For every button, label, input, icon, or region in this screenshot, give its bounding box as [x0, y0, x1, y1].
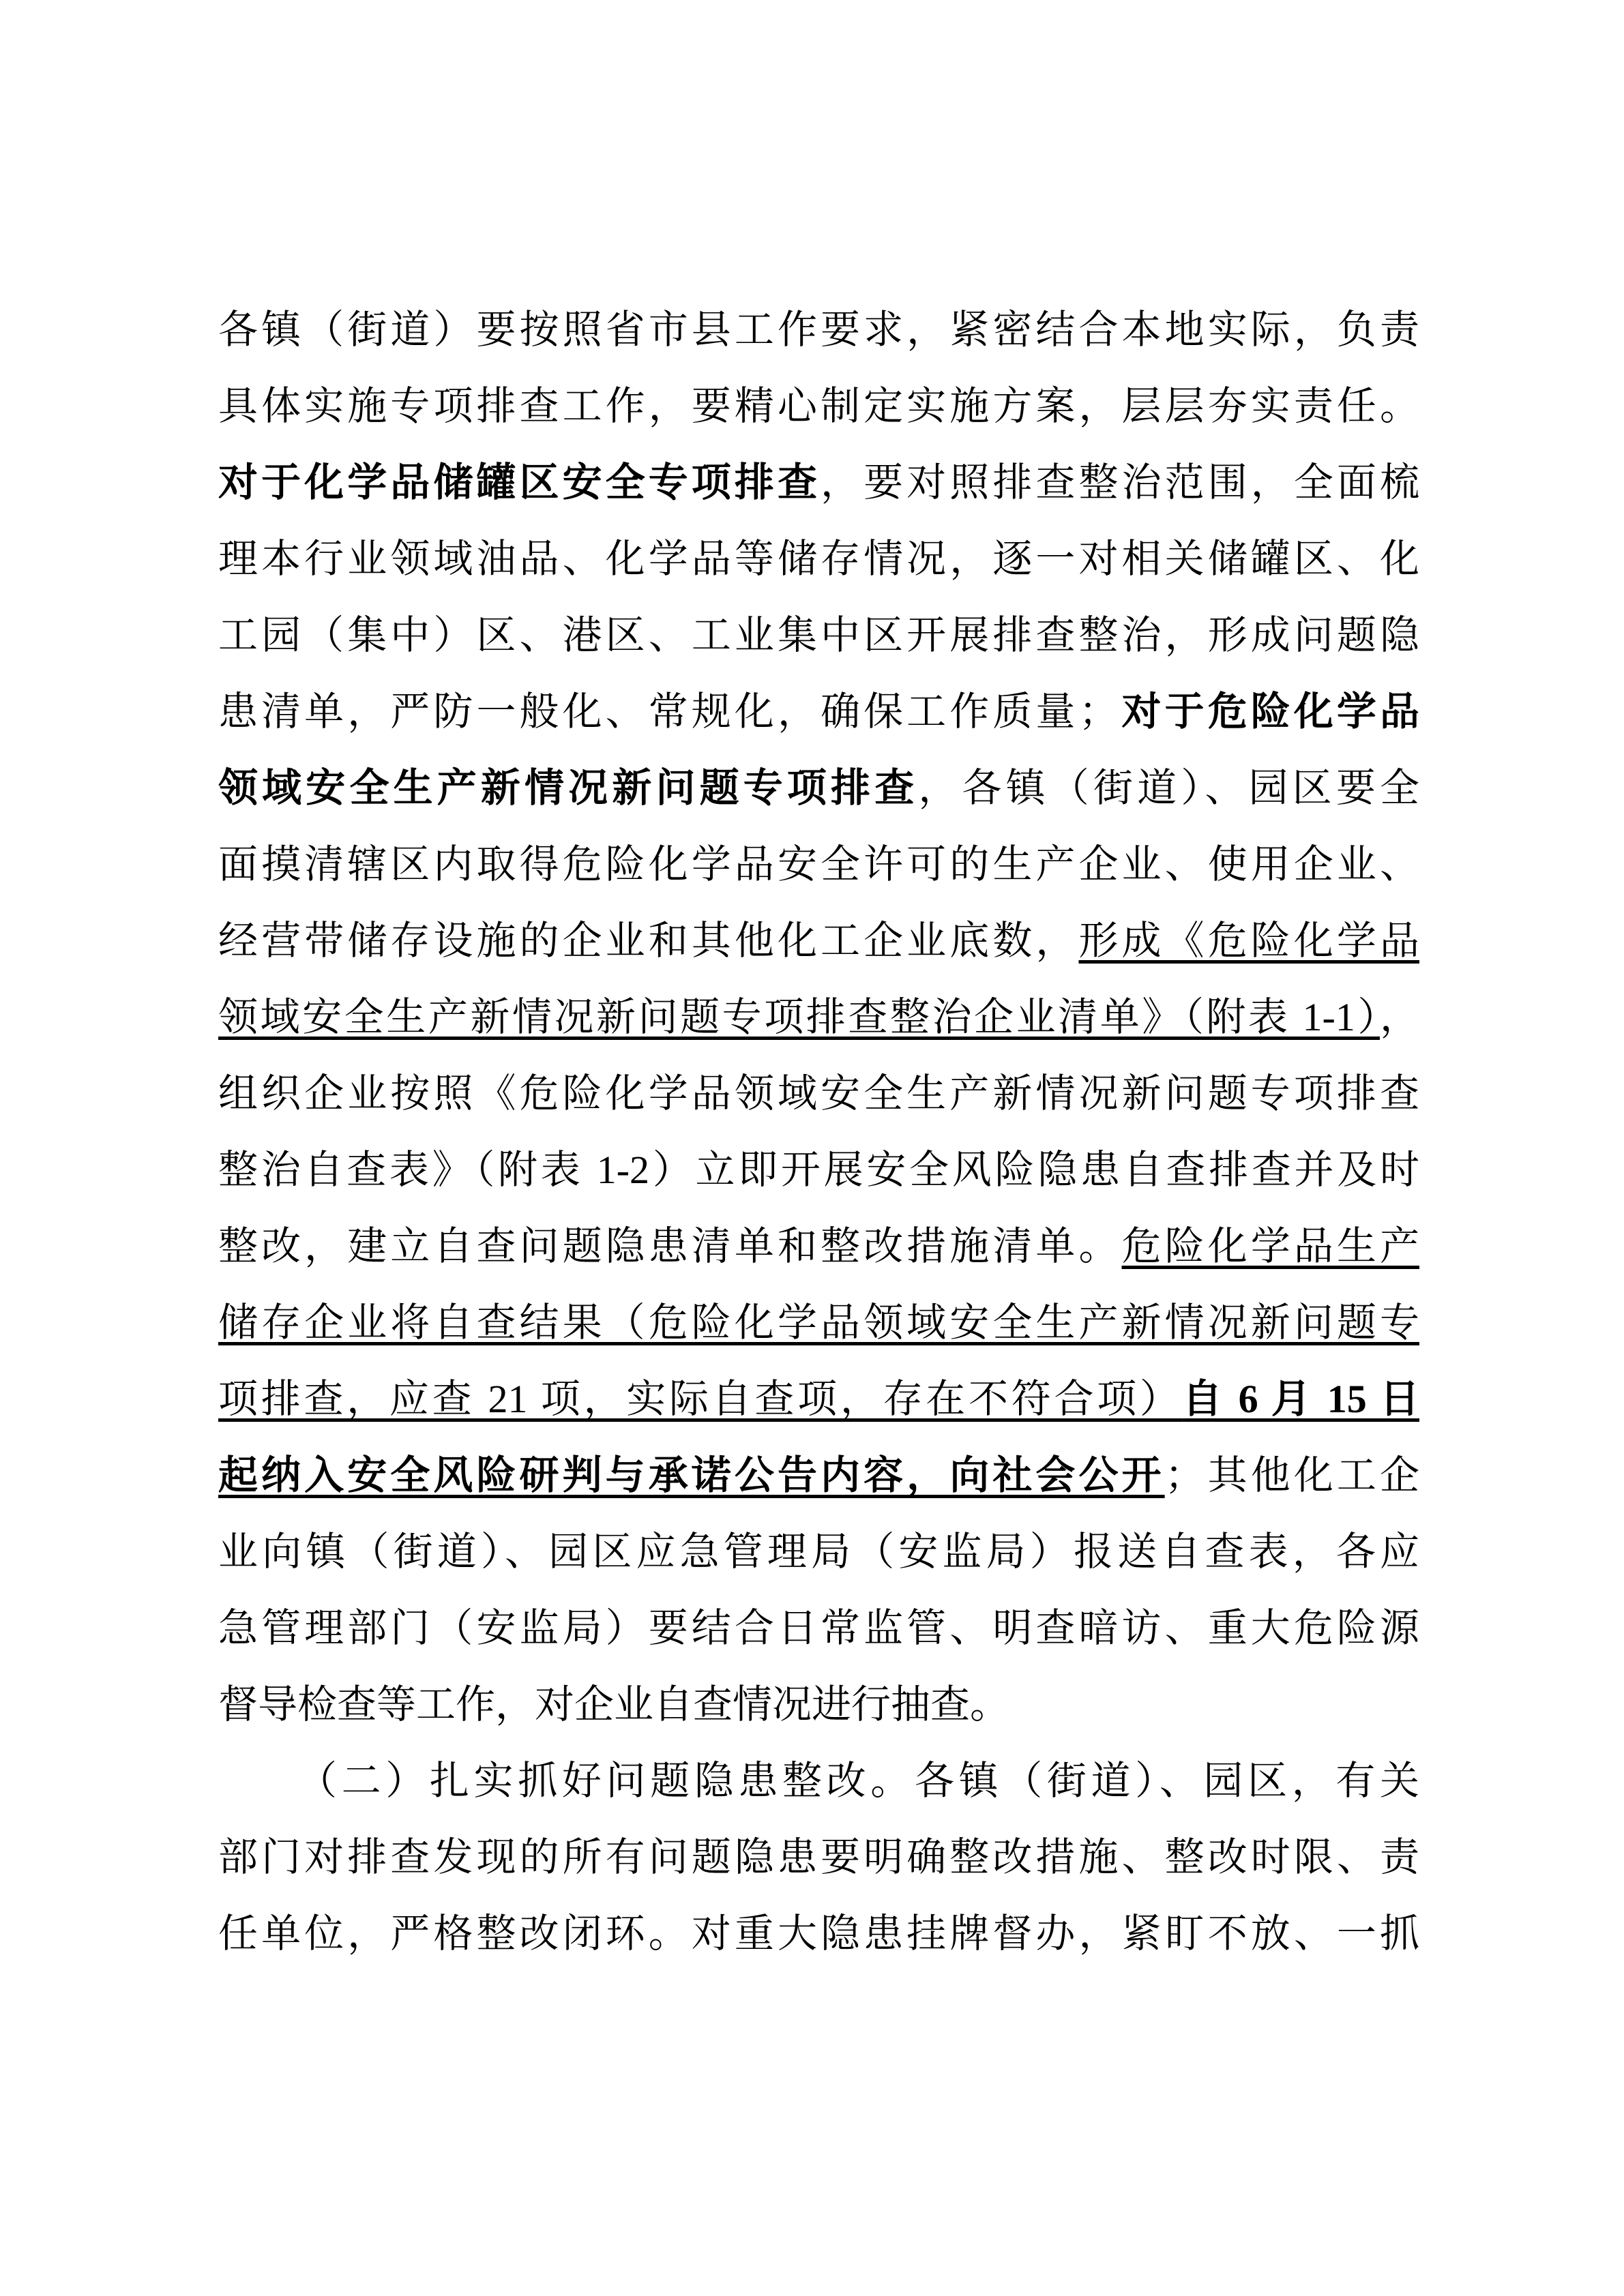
text-line — [218, 1361, 1419, 1437]
text-run: 形成《危险化学品 — [1078, 919, 1419, 963]
text-line — [218, 1514, 1419, 1590]
text-run: 患清单，严防一般化、常规化，确保工作质量； — [218, 689, 1119, 734]
text-line — [218, 368, 1419, 445]
text-run: ，各镇（街道）、园区要全 — [918, 766, 1419, 810]
text-run: 自 6 月 15 日 — [1182, 1377, 1419, 1421]
text-line — [218, 674, 1419, 750]
text-run: 对于化学品储罐区安全专项排查 — [218, 460, 821, 505]
text-run: 经营带储存设施的企业和其他化工企业底数， — [218, 919, 1079, 963]
text-run: 部门对排查发现的所有问题隐患要明确整改措施、整改时限、责 — [218, 1835, 1419, 1879]
text-run: 急管理部门（安监局）要结合日常监管、明查暗访、重大危险源 — [218, 1606, 1419, 1650]
text-run: 具体实施专项排查工作，要精心制定实施方案，层层夯实责任。 — [218, 384, 1419, 428]
text-line — [218, 1743, 1419, 1819]
text-run: 工园（集中）区、港区、工业集中区开展排查整治，形成问题隐 — [218, 613, 1419, 657]
text-run: 任单位，严格整改闭环。对重大隐患挂牌督办，紧盯不放、一抓 — [218, 1911, 1419, 1956]
text-run: 面摸清辖区内取得危险化学品安全许可的生产企业、使用企业、 — [218, 842, 1419, 886]
text-run: 整治自查表》（附表 1-2）立即开展安全风险隐患自查排查并及时 — [218, 1148, 1419, 1192]
text-line — [218, 521, 1419, 597]
text-run: 各镇（街道）要按照省市县工作要求，紧密结合本地实际，负责 — [218, 308, 1419, 352]
text-line — [218, 979, 1419, 1056]
text-run: 储存企业将自查结果（危险化学品领域安全生产新情况新问题专 — [218, 1300, 1419, 1345]
text-line — [218, 1208, 1419, 1285]
text-line — [218, 1667, 1419, 1743]
text-run: 对于危险化学品 — [1118, 689, 1419, 734]
text-line — [218, 292, 1419, 368]
text-line — [218, 1896, 1419, 1972]
text-run: 理本行业领域油品、化学品等储存情况，逐一对相关储罐区、化 — [218, 537, 1419, 581]
text-run: 领域安全生产新情况新问题专项排查整治企业清单》（附表 1-1） — [218, 995, 1380, 1039]
text-line — [218, 1056, 1419, 1132]
text-run: 督导检查等工作，对企业自查情况进行抽查。 — [218, 1682, 1010, 1727]
text-run: 组织企业按照《危险化学品领域安全生产新情况新问题专项排查 — [218, 1071, 1419, 1116]
text-line — [218, 1285, 1419, 1361]
text-run: 起纳入安全风险研判与承诺公告内容，向社会公开 — [218, 1453, 1165, 1497]
text-run: 业向镇（街道）、园区应急管理局（安监局）报送自查表，各应 — [218, 1530, 1419, 1574]
text-run: 各镇（街道）、园区，有关 — [914, 1759, 1419, 1803]
text-run: ，要对照排查整治范围，全面梳 — [821, 460, 1419, 505]
text-line — [218, 1132, 1419, 1208]
text-run: 项排查，应查 21 项，实际自查项，存在不符合项） — [218, 1377, 1183, 1421]
text-line — [218, 826, 1419, 903]
text-line — [218, 1437, 1419, 1514]
text-run: 整改，建立自查问题隐患清单和整改措施清单。 — [218, 1224, 1122, 1268]
text-line — [218, 597, 1419, 674]
text-line — [218, 445, 1419, 521]
text-run: 危险化学品生产 — [1121, 1224, 1419, 1268]
text-run: ；其他化工企 — [1164, 1453, 1419, 1497]
text-line — [218, 1819, 1419, 1896]
text-run: （二）扎实抓好问题隐患整改。 — [297, 1759, 915, 1803]
text-line — [218, 750, 1419, 826]
text-line — [218, 1590, 1419, 1667]
text-run: 领域安全生产新情况新问题专项排查 — [218, 766, 919, 810]
text-line — [218, 903, 1419, 979]
text-run: ， — [1379, 995, 1419, 1039]
